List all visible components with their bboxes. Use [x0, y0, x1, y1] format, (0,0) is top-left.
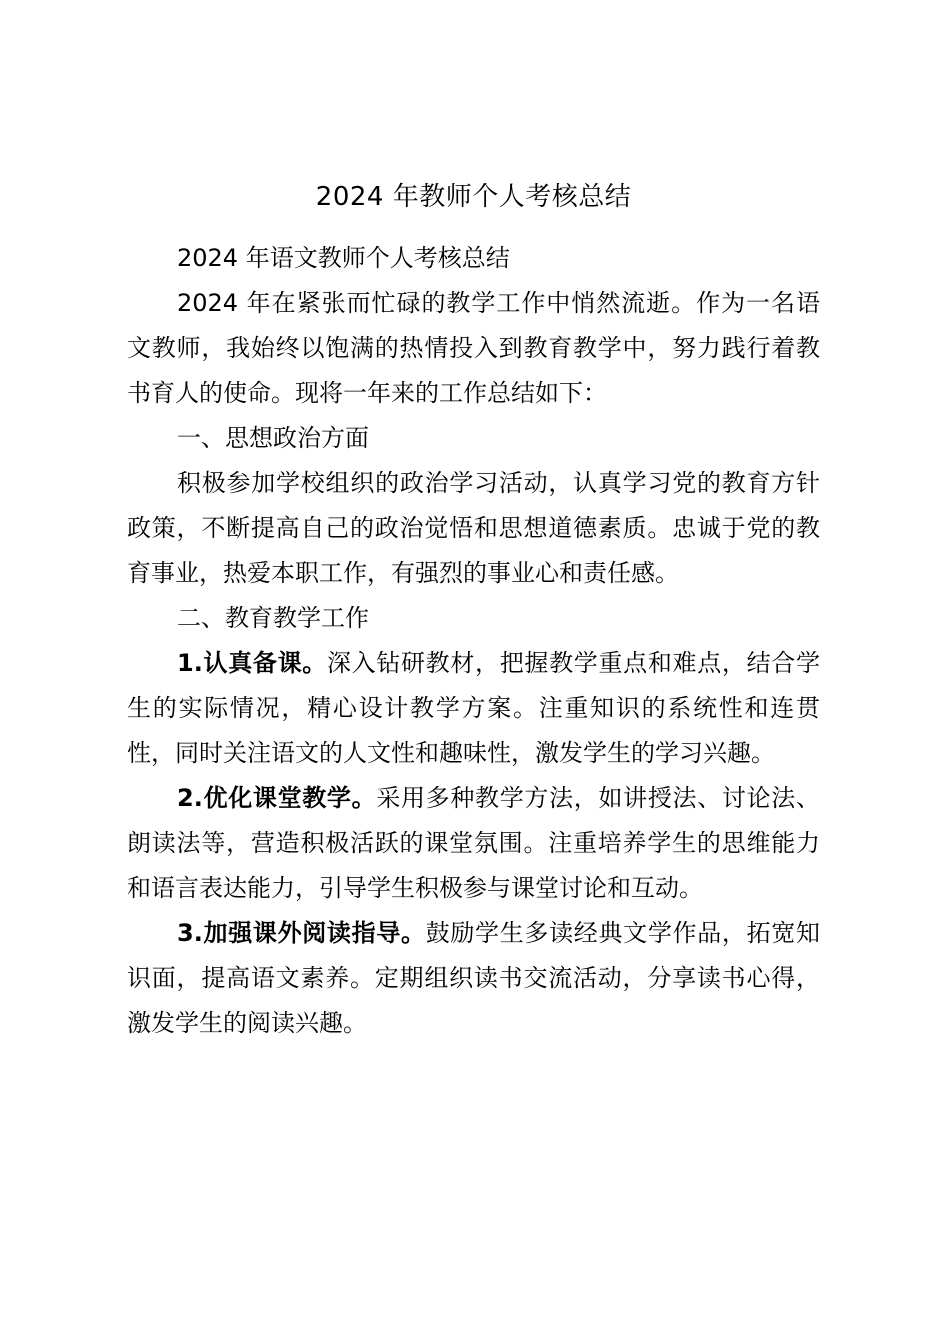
item-lead-text: 1.认真备课。 — [177, 649, 327, 677]
item-lead-text: 3.加强课外阅读指导。 — [177, 919, 426, 947]
item-body-text: 深入钻研教材，把握教学重点和难点，结合学生的实际情况，精心设计教学方案。注重知识的系统性和连贯性，同时关注语文的人文性和趣味性，激发学生的学习兴趣。 — [127, 649, 820, 767]
section-body-political: 积极参加学校组织的政治学习活动，认真学习党的教育方针政策，不断提高自己的政治觉悟和思想道德素质。忠诚于党的教育事业，热爱本职工作，有强烈的事业心和责任感。 — [127, 469, 820, 587]
teaching-item-lesson-prep — [127, 641, 820, 776]
teaching-item-classroom — [127, 776, 820, 911]
section-heading-teaching: 二、教育教学工作 — [177, 604, 369, 632]
document-title: 2024 年教师个人考核总结 — [315, 182, 632, 212]
document-body — [127, 172, 820, 1046]
document-subtitle: 2024 年语文教师个人考核总结 — [177, 244, 510, 272]
item-body-text: 鼓励学生多读经典文学作品，拓宽知识面，提高语文素养。定期组织读书交流活动，分享读书心得，激发学生的阅读兴趣。 — [127, 919, 820, 1037]
section-heading-political: 一、思想政治方面 — [177, 424, 369, 452]
item-lead-text: 2.优化课堂教学。 — [177, 784, 377, 812]
intro-paragraph: 2024 年在紧张而忙碌的教学工作中悄然流逝。作为一名语文教师，我始终以饱满的热情投入到教育教学中，努力践行着教书育人的使命。现将一年来的工作总结如下： — [127, 289, 820, 407]
teaching-item-reading — [127, 911, 820, 1046]
item-body-text: 采用多种教学方法，如讲授法、讨论法、朗读法等，营造积极活跃的课堂氛围。注重培养学生的思维能力和语言表达能力，引导学生积极参与课堂讨论和互动。 — [127, 784, 820, 902]
